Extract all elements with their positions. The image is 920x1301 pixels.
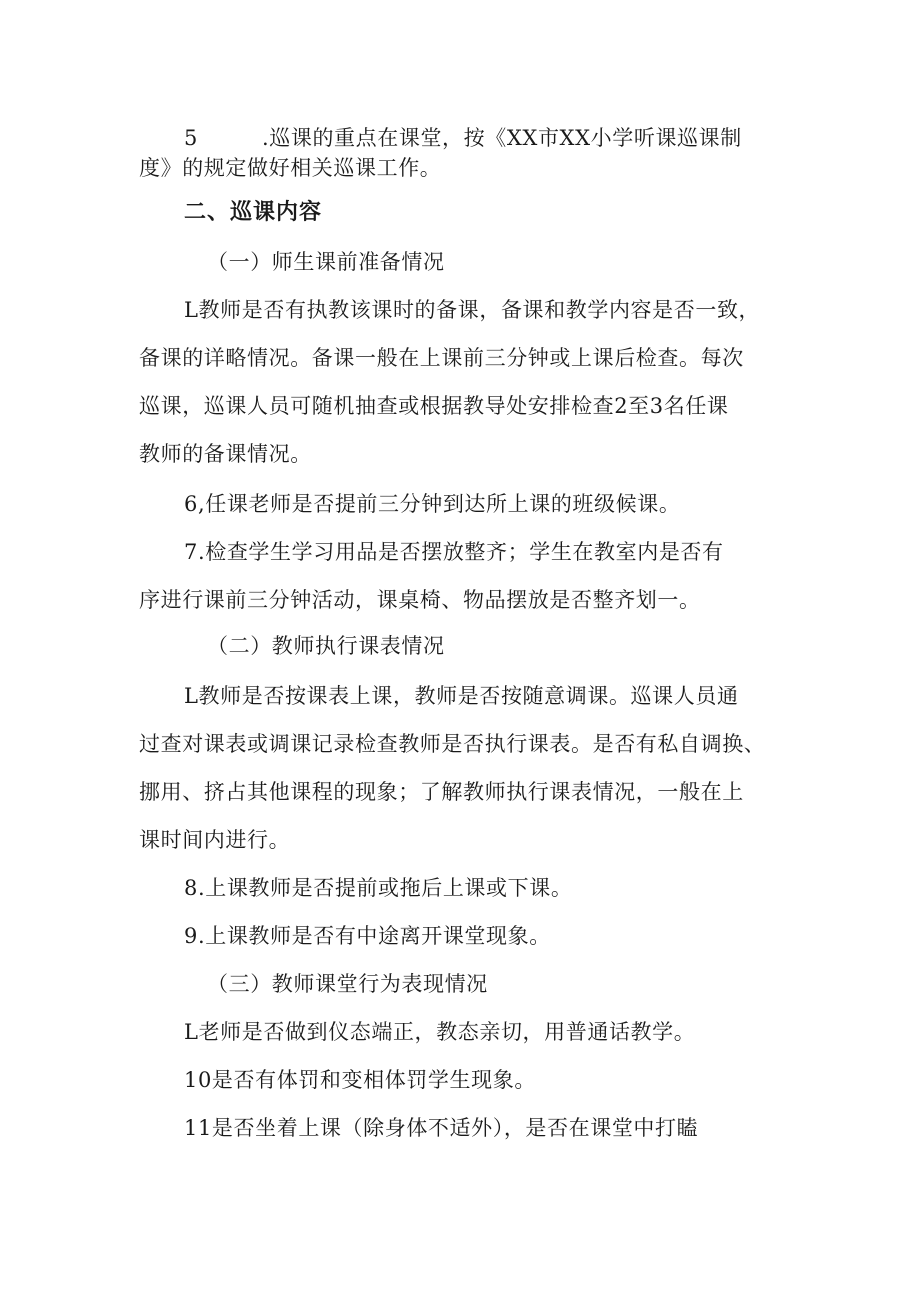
para-b1-line-2: 过查对课表或调课记录检查教师是否执行课表。是否有私自调换、 <box>139 732 766 756</box>
subheading-1: （一）师生课前准备情况 <box>207 250 445 274</box>
item-c1: L老师是否做到仪态端正，教态亲切，用普通话教学。 <box>184 1020 696 1044</box>
para-b1-line-4: 课时间内进行。 <box>139 828 291 852</box>
para-b1-line-3: 挪用、挤占其他课程的现象；了解教师执行课表情况，一般在上 <box>139 780 744 804</box>
para-a1-line-2: 备课的详略情况。备课一般在上课前三分钟或上课后检查。每次 <box>139 346 744 370</box>
para-a1-line-1: L教师是否有执教该课时的备课，备课和教学内容是否一致， <box>184 298 761 322</box>
item-5-line-2: 度》的规定做好相关巡课工作。 <box>139 156 442 180</box>
item-6: 6,任课老师是否提前三分钟到达所上课的班级候课。 <box>184 492 681 516</box>
subheading-2: （二）教师执行课表情况 <box>207 634 445 658</box>
item-9: 9.上课教师是否有中途离开课堂现象。 <box>184 924 551 948</box>
item-5-line-1 <box>184 123 742 153</box>
para-a1-line-4: 教师的备课情况。 <box>139 442 312 466</box>
item-5-number: 5 <box>184 126 198 150</box>
subheading-3: （三）教师课堂行为表现情况 <box>207 972 488 996</box>
item-8: 8.上课教师是否提前或拖后上课或下课。 <box>184 876 573 900</box>
item-11: 11是否坐着上课（除身体不适外），是否在课堂中打瞌 <box>184 1116 699 1140</box>
item-10: 10是否有体罚和变相体罚学生现象。 <box>184 1068 536 1092</box>
item-7-line-1: 7.检查学生学习用品是否摆放整齐；学生在教室内是否有 <box>184 540 724 564</box>
item-5-text: .巡课的重点在课堂，按《XX市XX小学听课巡课制 <box>261 126 742 150</box>
item-7-line-2: 序进行课前三分钟活动，课桌椅、物品摆放是否整齐划一。 <box>139 588 701 612</box>
para-b1-line-1: L教师是否按课表上课，教师是否按随意调课。巡课人员通 <box>184 684 739 708</box>
section-heading-2: 二、巡课内容 <box>184 200 323 225</box>
para-a1-line-3: 巡课，巡课人员可随机抽查或根据教导处安排检查2至3名任课 <box>139 394 729 418</box>
